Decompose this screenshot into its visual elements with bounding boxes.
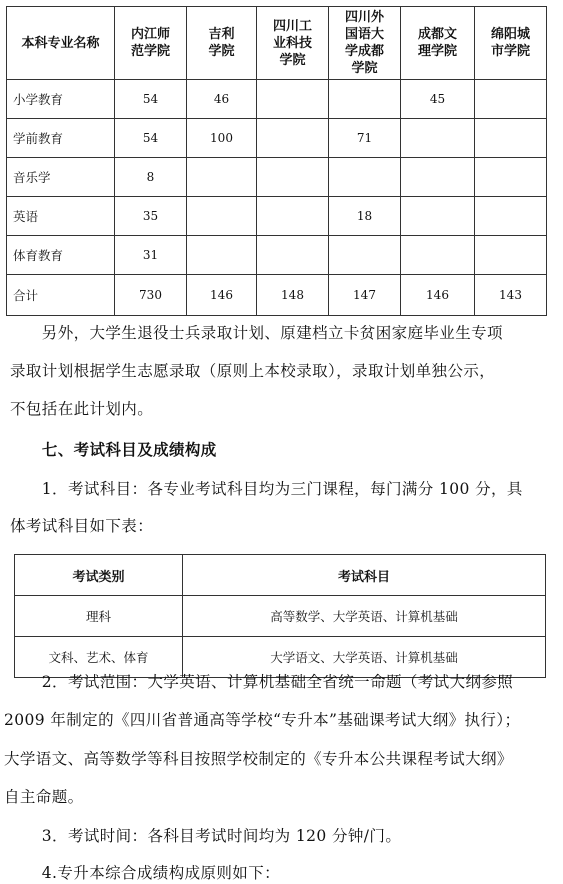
table-cell xyxy=(329,236,401,275)
major-name-cell: 体育教育 xyxy=(7,236,115,275)
paragraph-line: 另外，大学生退役士兵录取计划、原建档立卡贫困家庭毕业生专项 xyxy=(10,324,503,342)
table-cell: 54 xyxy=(115,119,187,158)
total-cell: 730 xyxy=(115,275,187,316)
paragraph-line: 2009 年制定的《四川省普通高等学校“专升本”基础课考试大纲》执行）； xyxy=(4,711,521,729)
header-geely-university: 吉利学院 xyxy=(187,7,257,80)
table-cell xyxy=(257,236,329,275)
table-cell xyxy=(401,236,475,275)
paragraph-line: 3．考试时间：各科目考试时间均为 120 分钟/门。 xyxy=(10,827,402,845)
paragraph-line: 1．考试科目：各专业考试科目均为三门课程，每门满分 100 分，具 xyxy=(10,480,523,498)
major-name-cell: 音乐学 xyxy=(7,158,115,197)
table-row xyxy=(7,197,547,236)
paragraph-line: 不包括在此计划内。 xyxy=(10,400,154,418)
table-cell: 8 xyxy=(115,158,187,197)
table-cell xyxy=(187,158,257,197)
major-name-cell: 英语 xyxy=(7,197,115,236)
table-cell xyxy=(475,158,547,197)
table-cell xyxy=(187,197,257,236)
table-cell xyxy=(401,119,475,158)
table-cell: 文科、艺术、体育 xyxy=(15,637,183,678)
table-cell: 大学语文、大学英语、计算机基础 xyxy=(183,637,546,678)
table-cell xyxy=(257,119,329,158)
header-chengdu-arts-sciences: 成都文理学院 xyxy=(401,7,475,80)
table-total-row xyxy=(7,275,547,316)
paragraph-line: 2．考试范围：大学英语、计算机基础全省统一命题（考试大纲参照 xyxy=(10,673,514,691)
table-cell: 31 xyxy=(115,236,187,275)
major-name-cell: 小学教育 xyxy=(7,80,115,119)
table-cell: 45 xyxy=(401,80,475,119)
table-row xyxy=(7,236,547,275)
table-cell xyxy=(475,119,547,158)
section-heading: 七、考试科目及成绩构成 xyxy=(10,440,217,459)
table-cell: 理科 xyxy=(15,596,183,637)
total-cell: 148 xyxy=(257,275,329,316)
table-cell: 35 xyxy=(115,197,187,236)
header-sisu-chengdu-institute: 四川外国语大学成都学院 xyxy=(329,7,401,80)
total-cell: 147 xyxy=(329,275,401,316)
header-mianyang-city-college: 绵阳城市学院 xyxy=(475,7,547,80)
table-cell: 18 xyxy=(329,197,401,236)
table-cell: 46 xyxy=(187,80,257,119)
paragraph-line: 大学语文、高等数学等科目按照学校制定的《专升本公共课程考试大纲》 xyxy=(4,750,513,768)
table-row xyxy=(7,119,547,158)
table-cell xyxy=(329,80,401,119)
total-cell: 146 xyxy=(401,275,475,316)
header-major-name: 本科专业名称 xyxy=(7,7,115,80)
table-cell xyxy=(475,236,547,275)
major-name-cell: 学前教育 xyxy=(7,119,115,158)
table-cell: 71 xyxy=(329,119,401,158)
table-row xyxy=(15,596,546,637)
paragraph-line: 自主命题。 xyxy=(4,788,84,806)
table-cell xyxy=(257,197,329,236)
total-cell: 146 xyxy=(187,275,257,316)
total-cell: 143 xyxy=(475,275,547,316)
paragraph-line: 体考试科目如下表： xyxy=(10,517,154,535)
header-sichuan-tech-college: 四川工业科技学院 xyxy=(257,7,329,80)
table-cell xyxy=(401,197,475,236)
table-cell: 高等数学、大学英语、计算机基础 xyxy=(183,596,546,637)
table-cell: 100 xyxy=(187,119,257,158)
table-cell xyxy=(329,158,401,197)
paragraph-line: 4.专升本综合成绩构成原则如下： xyxy=(10,864,280,882)
table-cell xyxy=(401,158,475,197)
table-cell xyxy=(187,236,257,275)
table-row xyxy=(7,80,547,119)
table-cell xyxy=(257,80,329,119)
exam-subjects-table xyxy=(14,554,546,678)
table-cell xyxy=(475,197,547,236)
paragraph-line: 录取计划根据学生志愿录取（原则上本校录取），录取计划单独公示， xyxy=(10,362,496,380)
table-header-row xyxy=(15,555,546,596)
total-label-cell: 合计 xyxy=(7,275,115,316)
table-cell: 54 xyxy=(115,80,187,119)
table-row xyxy=(7,158,547,197)
header-exam-category: 考试类别 xyxy=(15,555,183,596)
header-neijiang-normal-university: 内江师范学院 xyxy=(115,7,187,80)
table-cell xyxy=(475,80,547,119)
table-header-row xyxy=(7,7,547,80)
table-cell xyxy=(257,158,329,197)
enrollment-plan-table xyxy=(6,6,547,316)
header-exam-subjects: 考试科目 xyxy=(183,555,546,596)
